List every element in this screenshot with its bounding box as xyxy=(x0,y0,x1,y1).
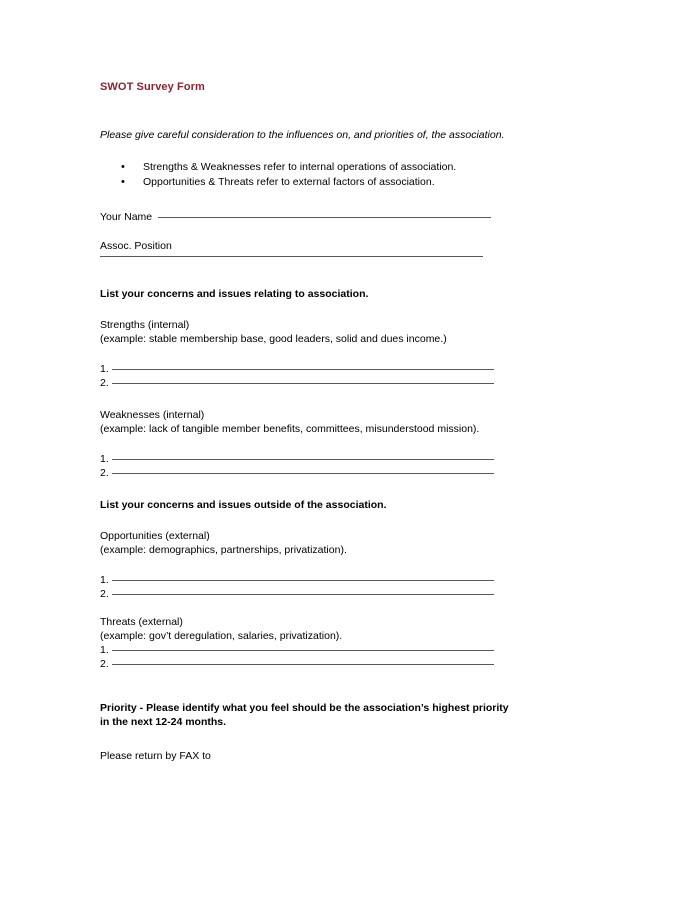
group-label-opportunities: Opportunities (external) xyxy=(100,530,210,542)
field-label-your-name: Your Name xyxy=(100,211,153,223)
list-item xyxy=(100,587,560,601)
answer-list-strengths xyxy=(100,362,560,390)
group-example-opportunities: (example: demographics, partnerships, privatization). xyxy=(100,544,347,556)
priority-note: Priority - Please identify what you feel should be the association’s highest priority in the next 12-24 months. xyxy=(100,702,509,728)
list-item xyxy=(100,466,560,480)
weaknesses-answer-2-input[interactable] xyxy=(112,473,494,474)
opportunities-answer-1-input[interactable] xyxy=(112,580,494,581)
answer-list-weaknesses xyxy=(100,452,560,480)
answer-list-threats xyxy=(100,643,560,671)
answer-number: 2. xyxy=(100,588,109,600)
section-heading-external: List your concerns and issues outside of the association. xyxy=(100,499,387,511)
list-item-label: Opportunities & Threats refer to external factors of association. xyxy=(143,176,435,188)
answer-number: 1. xyxy=(100,644,109,656)
return-instruction: Please return by FAX to xyxy=(100,750,211,762)
group-strengths xyxy=(100,318,560,390)
group-opportunities xyxy=(100,529,560,601)
answer-number: 1. xyxy=(100,453,109,465)
list-item xyxy=(100,573,560,587)
group-weaknesses xyxy=(100,408,560,480)
page-title: SWOT Survey Form xyxy=(100,81,205,93)
assoc-position-rule-row xyxy=(100,258,560,259)
group-label-threats: Threats (external) xyxy=(100,616,183,628)
list-item xyxy=(100,175,560,190)
list-item-label: Strengths & Weaknesses refer to internal operations of association. xyxy=(143,161,457,173)
field-label-assoc-position: Assoc. Position xyxy=(100,240,172,252)
field-label-row-assoc-position xyxy=(100,239,560,254)
group-example-strengths: (example: stable membership base, good leaders, solid and dues income.) xyxy=(100,333,447,345)
list-item xyxy=(100,362,560,376)
group-example-weaknesses: (example: lack of tangible member benefits, committees, misunderstood mission). xyxy=(100,423,480,435)
list-item xyxy=(100,376,560,390)
answer-number: 2. xyxy=(100,658,109,670)
strengths-answer-1-input[interactable] xyxy=(112,369,494,370)
intro-instruction: Please give careful consideration to the influences on, and priorities of, the association. xyxy=(100,129,505,141)
threats-answer-1-input[interactable] xyxy=(112,650,494,651)
opportunities-answer-2-input[interactable] xyxy=(112,594,494,595)
list-item xyxy=(100,643,560,657)
list-item xyxy=(100,160,560,175)
answer-number: 1. xyxy=(100,363,109,375)
strengths-answer-2-input[interactable] xyxy=(112,383,494,384)
group-threats xyxy=(100,615,560,671)
answer-number: 2. xyxy=(100,467,109,479)
answer-list-opportunities xyxy=(100,573,560,601)
list-item xyxy=(100,452,560,466)
field-assoc-position xyxy=(100,239,560,259)
group-label-weaknesses: Weaknesses (internal) xyxy=(100,409,205,421)
answer-number: 2. xyxy=(100,377,109,389)
field-your-name xyxy=(100,210,560,225)
assoc-position-input-rule[interactable] xyxy=(100,256,483,257)
answer-number: 1. xyxy=(100,574,109,586)
threats-answer-2-input[interactable] xyxy=(112,664,494,665)
bullet-icon: • xyxy=(121,176,125,188)
scope-bullet-list xyxy=(100,160,560,190)
document-body xyxy=(100,80,560,763)
section-heading-internal: List your concerns and issues relating to association. xyxy=(100,288,369,300)
group-example-threats: (example: gov’t deregulation, salaries, privatization). xyxy=(100,630,343,642)
group-label-strengths: Strengths (internal) xyxy=(100,319,190,331)
your-name-input-rule[interactable] xyxy=(158,217,491,218)
list-item xyxy=(100,657,560,671)
bullet-icon: • xyxy=(121,161,125,173)
weaknesses-answer-1-input[interactable] xyxy=(112,459,494,460)
respondent-fields xyxy=(100,210,560,259)
